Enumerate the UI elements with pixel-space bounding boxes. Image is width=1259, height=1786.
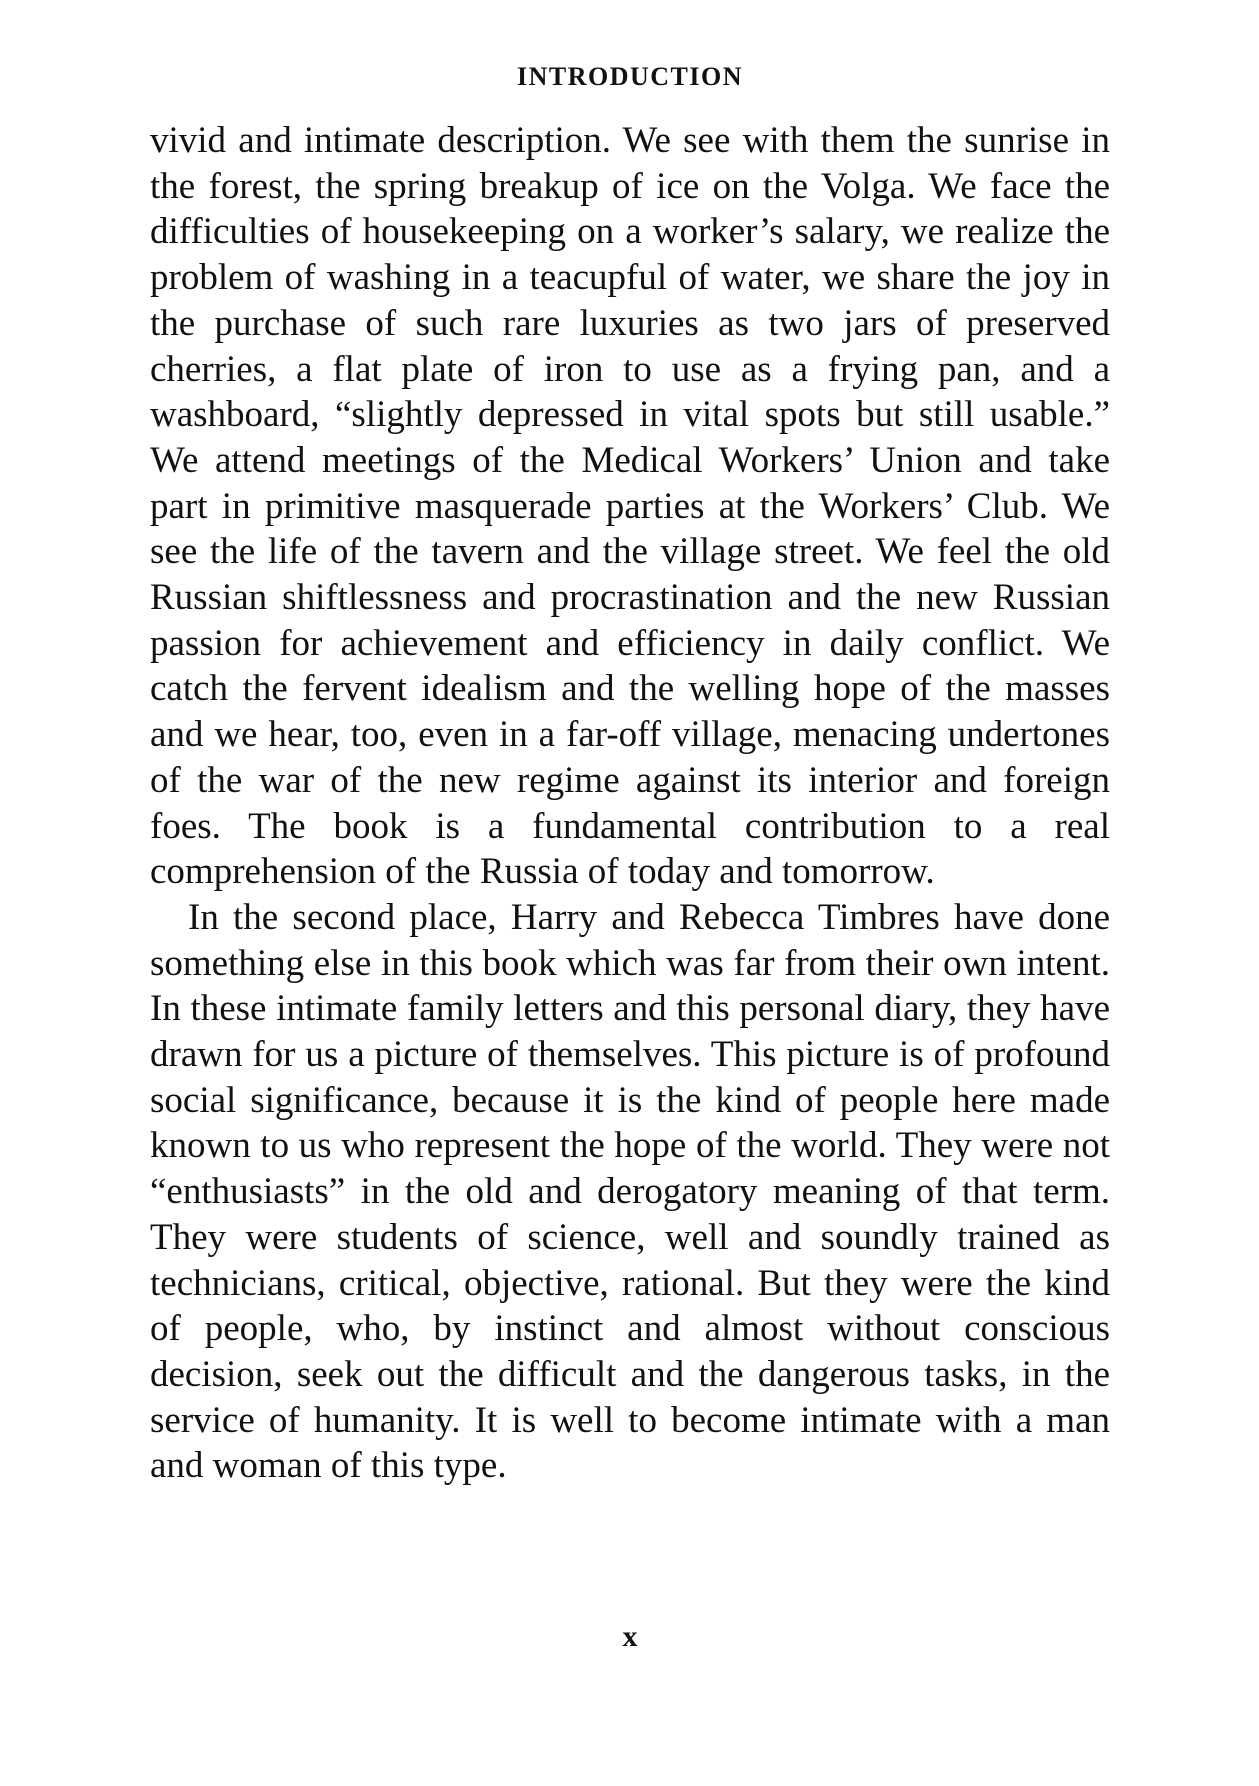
page-number: x (622, 1620, 638, 1653)
body-text (150, 118, 1110, 1489)
paragraph-continued: vivid and intimate description. We see with them the sunrise in the forest, the spring breakup of ice on the Volga. We face the difficulties of housekeeping on a worker’s salary, we realize the problem of washing in a teacupful of water, we share the joy in the purchase of such rare luxuries as two jars of preserved cherries, a flat plate of iron to use as a frying pan, and a washboard, “slightly depressed in vital spots but still usable.” We attend meetings of the Medical Workers’ Union and take part in primitive masquerade parties at the Workers’ Club. We see the life of the tavern and the village street. We feel the old Russian shiftlessness and procrastination and the new Russian passion for achievement and efficiency in daily conflict. We catch the fervent idealism and the welling hope of the masses and we hear, too, even in a far-off village, menacing undertones of the war of the new regime against its interior and foreign foes. The book is a fundamental contribution to a real comprehension of the Russia of today and tomorrow. (150, 120, 1110, 893)
paragraph-second-place: In the second place, Harry and Rebecca Timbres have done something else in this book which was far from their own intent. In these intimate family letters and this personal diary, they have drawn for us a picture of themselves. This picture is of profound social significance, because it is the kind of people here made known to us who represent the hope of the world. They were not “enthusiasts” in the old and derogatory meaning of that term. They were students of science, well and soundly trained as technicians, critical, objective, rational. But they were the kind of people, who, by instinct and almost without conscious decision, seek out the difficult and the dangerous tasks, in the service of humanity. It is well to become intimate with a man and woman of this type. (150, 896, 1110, 1487)
running-head: INTRODUCTION (516, 62, 744, 91)
